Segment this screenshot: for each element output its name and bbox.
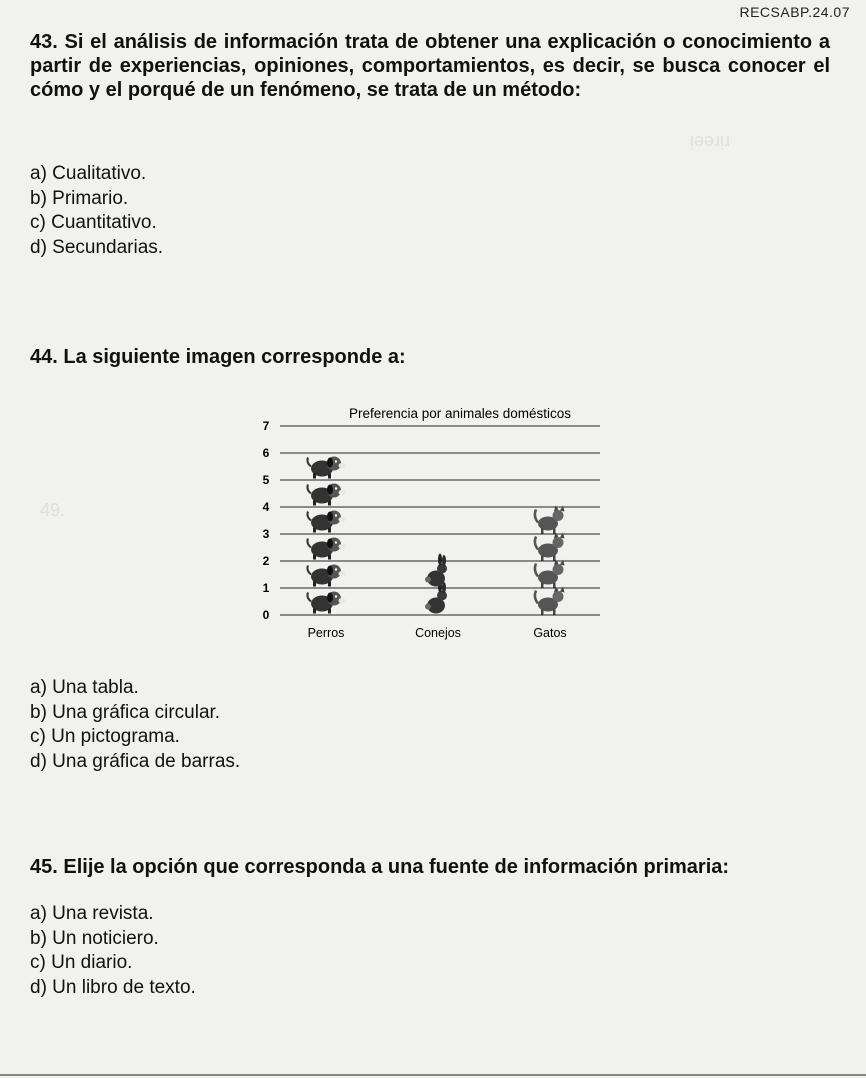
cat-icon	[535, 533, 565, 561]
bleed-through-text: 49.	[40, 500, 66, 520]
page-code: RECSABP.24.07	[739, 4, 850, 20]
option-a[interactable]: a) Cualitativo.	[30, 163, 147, 184]
dog-icon	[307, 538, 345, 560]
cat-icon	[535, 506, 565, 534]
y-tick-label: 7	[262, 419, 270, 433]
dog-icon	[307, 511, 345, 533]
question-44-text: 44. La siguiente imagen corresponde a:	[30, 346, 406, 368]
dog-icon	[307, 457, 345, 479]
y-tick-label: 2	[262, 554, 270, 568]
bleed-through-text: ᴉǝǝɹᴉɹ	[690, 130, 731, 150]
option-b[interactable]: b) Una gráfica circular.	[30, 701, 221, 723]
x-axis-labels	[308, 626, 567, 640]
option-a[interactable]: a) Una tabla.	[30, 677, 139, 698]
option-b[interactable]: b) Un noticiero.	[30, 927, 159, 949]
question-45-options	[30, 902, 196, 1000]
option-c[interactable]: c) Cuantitativo.	[30, 212, 157, 233]
question-43-options	[30, 162, 163, 260]
cat-icon	[535, 587, 565, 615]
y-tick-label: 4	[262, 500, 270, 514]
option-d[interactable]: d) Una gráfica de barras.	[30, 750, 241, 772]
y-axis-ticks	[263, 419, 270, 622]
option-d[interactable]: d) Un libro de texto.	[30, 976, 196, 998]
dog-icon	[307, 592, 345, 614]
question-44-options	[30, 676, 240, 774]
y-tick-label: 0	[262, 608, 270, 622]
page-edge	[0, 1074, 866, 1076]
x-tick-label: Perros	[307, 626, 345, 640]
option-a[interactable]: a) Una revista.	[30, 903, 154, 924]
option-d[interactable]: d) Secundarias.	[30, 236, 164, 258]
question-43-text: 43. Si el análisis de información trata de obtener una explicación o conocimiento a partir de experiencias, opiniones, comportamientos, es decir, se busca conocer el cómo y el porqué de un fenómeno, se trata de un método:	[30, 31, 830, 101]
chart-title: Preferencia por animales domésticos	[348, 406, 572, 421]
pictogram-chart	[248, 398, 608, 653]
rabbit-icon	[425, 554, 447, 587]
option-b[interactable]: b) Primario.	[30, 187, 129, 209]
dog-icon	[307, 484, 345, 506]
x-tick-label: Gatos	[533, 626, 567, 640]
cat-icon	[535, 560, 565, 588]
y-tick-label: 6	[262, 446, 270, 460]
question-45-text: 45. Elije la opción que corresponda a una fuente de información primaria:	[30, 856, 730, 878]
option-c[interactable]: c) Un pictograma.	[30, 726, 180, 747]
x-tick-label: Conejos	[415, 626, 461, 640]
option-c[interactable]: c) Un diario.	[30, 952, 133, 973]
y-tick-label: 5	[262, 473, 270, 487]
y-tick-label: 3	[262, 527, 270, 541]
y-tick-label: 1	[262, 581, 270, 595]
dog-icon	[307, 565, 345, 587]
